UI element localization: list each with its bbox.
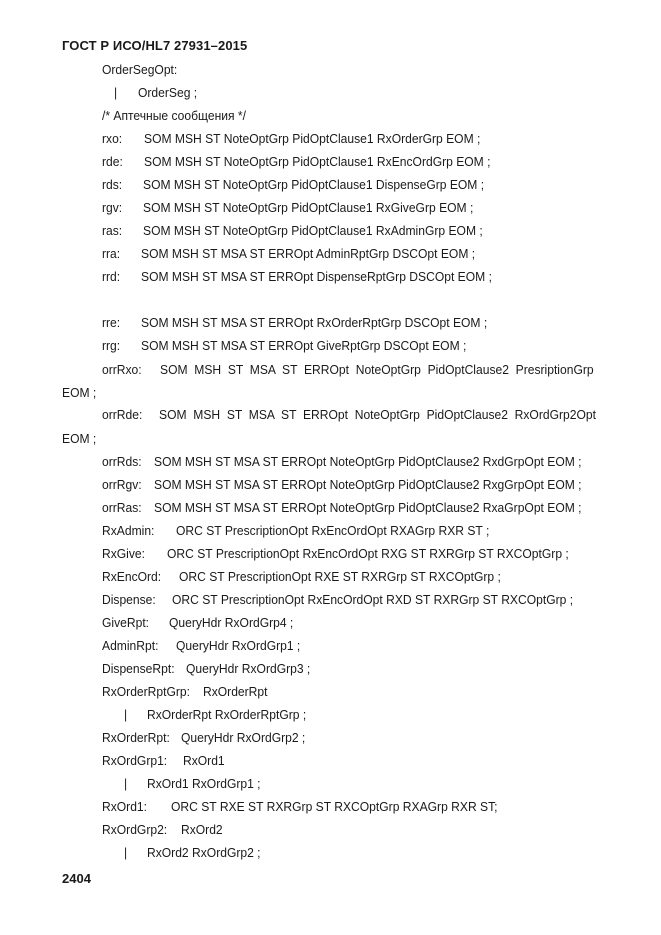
grammar-line-label: GiveRpt: <box>102 615 150 630</box>
grammar-line-label: | <box>114 85 118 100</box>
grammar-line-label: rxo: <box>102 131 123 146</box>
grammar-line-rule: RxOrd1 <box>183 753 225 768</box>
grammar-line-label: rrg: <box>102 338 121 353</box>
standard-header: ГОСТ Р ИСО/HL7 27931–2015 <box>62 38 248 53</box>
grammar-line-rule: ORC ST PrescriptionOpt RxEncOrdOpt RXAGrp RXR ST ; <box>176 523 490 538</box>
grammar-line-label: rgv: <box>102 200 123 215</box>
grammar-line-label: rra: <box>102 246 121 261</box>
grammar-line-rule: ORC ST RXE ST RXRGrp ST RXCOptGrp RXAGrp RXR ST; <box>171 799 498 814</box>
grammar-line-label: RxGive: <box>102 546 145 561</box>
grammar-line-rule: SOM MSH ST MSA ST ERROpt NoteOptGrp PidOptClause2 RxgGrpOpt EOM ; <box>154 477 582 492</box>
grammar-line-label: RxOrderRpt: <box>102 730 170 745</box>
grammar-line-label: ras: <box>102 223 123 238</box>
grammar-line-label: orrRde: <box>102 407 143 422</box>
grammar-line-rule: SOM MSH ST MSA ST ERROpt RxOrderRptGrp DSCOpt EOM ; <box>141 315 488 330</box>
grammar-line-label: orrRds: <box>102 454 142 469</box>
grammar-line-label: | <box>124 707 128 722</box>
grammar-line-rule: SOM MSH ST NoteOptGrp PidOptClause1 RxEncOrdGrp EOM ; <box>144 154 491 169</box>
grammar-line-label: rre: <box>102 315 121 330</box>
grammar-line-label: DispenseRpt: <box>102 661 175 676</box>
grammar-line-rule: RxOrd2 RxOrdGrp2 ; <box>147 845 261 860</box>
grammar-line-rule: SOM MSH ST NoteOptGrp PidOptClause1 RxOrderGrp EOM ; <box>144 131 481 146</box>
grammar-line-label: OrderSegOpt: <box>102 62 178 77</box>
grammar-line-label: | <box>124 845 128 860</box>
grammar-line-rule: SOM MSH ST NoteOptGrp PidOptClause1 DispenseGrp EOM ; <box>143 177 485 192</box>
grammar-line-rule: RxOrderRpt <box>203 684 268 699</box>
grammar-line-rule: OrderSeg ; <box>138 85 198 100</box>
grammar-line-rule: QueryHdr RxOrdGrp4 ; <box>169 615 294 630</box>
grammar-line-label: /* Аптечные сообщения */ <box>102 108 247 123</box>
grammar-line-label: AdminRpt: <box>102 638 159 653</box>
grammar-line-label: RxAdmin: <box>102 523 155 538</box>
grammar-line-rule: ORC ST PrescriptionOpt RXE ST RXRGrp ST RXCOptGrp ; <box>179 569 501 584</box>
grammar-line-rule: QueryHdr RxOrdGrp2 ; <box>181 730 306 745</box>
grammar-line-rule: RxOrd2 <box>181 822 223 837</box>
grammar-line-label: RxEncOrd: <box>102 569 162 584</box>
grammar-line-label: RxOrd1: <box>102 799 148 814</box>
grammar-line-label: orrRgv: <box>102 477 142 492</box>
grammar-line-label: orrRas: <box>102 500 142 515</box>
grammar-line-rule: SOM MSH ST MSA ST ERROpt NoteOptGrp PidOptClause2 RxaGrpOpt EOM ; <box>154 500 582 515</box>
grammar-line-label: Dispense: <box>102 592 156 607</box>
grammar-line-label: EOM ; <box>62 431 97 446</box>
grammar-line-rule: SOM MSH ST MSA ST ERROpt AdminRptGrp DSCOpt EOM ; <box>141 246 476 261</box>
grammar-line-rule: RxOrd1 RxOrdGrp1 ; <box>147 776 261 791</box>
grammar-line-rule: SOM MSH ST MSA ST ERROpt DispenseRptGrp DSCOpt EOM ; <box>141 269 492 284</box>
grammar-line-label: rds: <box>102 177 123 192</box>
grammar-line-rule: QueryHdr RxOrdGrp3 ; <box>186 661 311 676</box>
grammar-line-rule: QueryHdr RxOrdGrp1 ; <box>176 638 301 653</box>
grammar-line-rule: SOM MSH ST NoteOptGrp PidOptClause1 RxGiveGrp EOM ; <box>143 200 474 215</box>
grammar-line-rule: RxOrderRpt RxOrderRptGrp ; <box>147 707 307 722</box>
grammar-line-rule: SOM MSH ST MSA ST ERROpt NoteOptGrp PidOptClause2 RxdGrpOpt EOM ; <box>154 454 582 469</box>
page-number: 2404 <box>62 871 91 886</box>
grammar-line-rule: SOM MSH ST MSA ST ERROpt GiveRptGrp DSCOpt EOM ; <box>141 338 467 353</box>
grammar-line-rule: SOM MSH ST NoteOptGrp PidOptClause1 RxAdminGrp EOM ; <box>143 223 483 238</box>
grammar-line-rule: SOM MSH ST MSA ST ERROpt NoteOptGrp PidOptClause2 RxOrdGrp2Opt <box>159 407 596 422</box>
grammar-line-label: RxOrderRptGrp: <box>102 684 191 699</box>
grammar-line-label: RxOrdGrp2: <box>102 822 168 837</box>
grammar-line-rule: ORC ST PrescriptionOpt RxEncOrdOpt RXG ST RXRGrp ST RXCOptGrp ; <box>167 546 569 561</box>
grammar-line-label: orrRxo: <box>102 362 142 377</box>
grammar-line-label: EOM ; <box>62 385 97 400</box>
grammar-line-rule: SOM MSH ST MSA ST ERROpt NoteOptGrp PidOptClause2 PresriptionGrp <box>160 362 594 377</box>
grammar-line-label: rde: <box>102 154 123 169</box>
grammar-line-label: | <box>124 776 128 791</box>
grammar-line-rule: ORC ST PrescriptionOpt RxEncOrdOpt RXD ST RXRGrp ST RXCOptGrp ; <box>172 592 574 607</box>
grammar-line-label: rrd: <box>102 269 121 284</box>
grammar-line-label: RxOrdGrp1: <box>102 753 168 768</box>
